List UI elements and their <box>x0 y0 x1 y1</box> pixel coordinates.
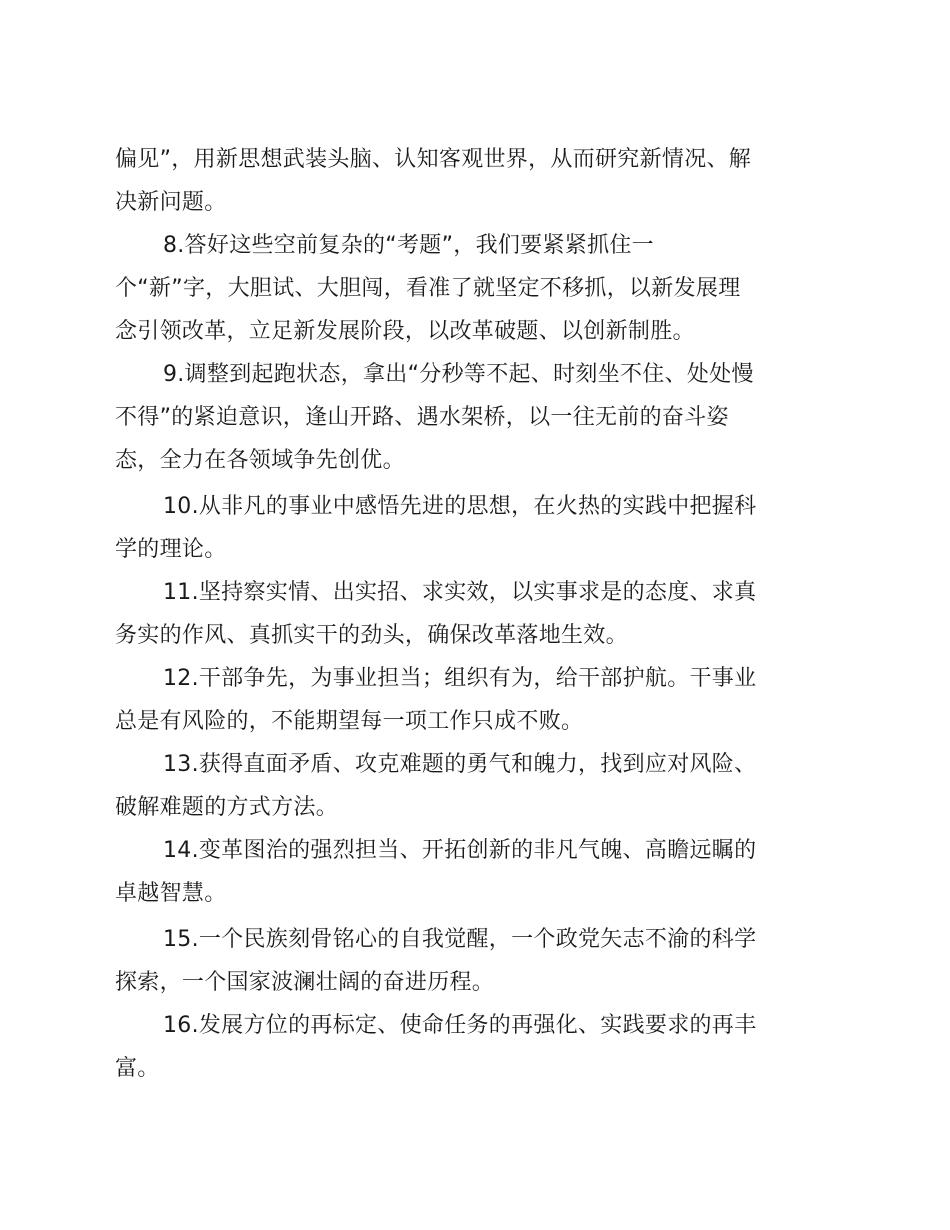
text-line: 卓越智慧。 <box>115 881 227 906</box>
text-line: 念引领改革，立足新发展阶段，以改革破题、以创新制胜。 <box>115 319 695 344</box>
text-line: 务实的作风、真抓实干的劲头，确保改革落地生效。 <box>115 623 628 648</box>
item-13-line-1: 13.获得直面矛盾、攻克难题的勇气和魄力，找到应对风险、 <box>163 752 757 777</box>
text-line: 探索，一个国家波澜壮阔的奋进历程。 <box>115 970 495 995</box>
item-12-line-1: 12.干部争先，为事业担当；组织有为，给干部护航。干事业 <box>163 666 757 691</box>
text-line: 总是有风险的，不能期望每一项工作只成不败。 <box>115 709 584 734</box>
item-10-line-1: 10.从非凡的事业中感悟先进的思想，在火热的实践中把握科 <box>163 494 757 519</box>
text-line: 破解难题的方式方法。 <box>115 795 339 820</box>
text-line: 富。 <box>115 1056 160 1081</box>
text-line: 不得”的紧迫意识，逢山开路、遇水架桥，以一往无前的奋斗姿 <box>115 405 729 430</box>
item-16-line-1: 16.发展方位的再标定、使命任务的再强化、实践要求的再丰 <box>163 1013 757 1038</box>
item-9-line-1: 9.调整到起跑状态，拿出“分秒等不起、时刻坐不住、处处慢 <box>163 362 754 387</box>
item-8-line-1: 8.答好这些空前复杂的“考题”，我们要紧紧抓住一 <box>163 233 654 258</box>
item-11-line-1: 11.坚持察实情、出实招、求实效，以实事求是的态度、求真 <box>163 580 757 605</box>
item-14-line-1: 14.变革图治的强烈担当、开拓创新的非凡气魄、高瞻远瞩的 <box>163 838 757 863</box>
item-15-line-1: 15.一个民族刻骨铭心的自我觉醒，一个政党矢志不渝的科学 <box>163 927 757 952</box>
text-line: 决新问题。 <box>115 190 227 215</box>
text-line: 态，全力在各领域争先创优。 <box>115 448 405 473</box>
text-line: 学的理论。 <box>115 537 227 562</box>
text-line: 偏见”，用新思想武装头脑、认知客观世界，从而研究新情况、解 <box>115 147 752 172</box>
text-line: 个“新”字，大胆试、大胆闯，看准了就坚定不移抓，以新发展理 <box>115 276 741 301</box>
